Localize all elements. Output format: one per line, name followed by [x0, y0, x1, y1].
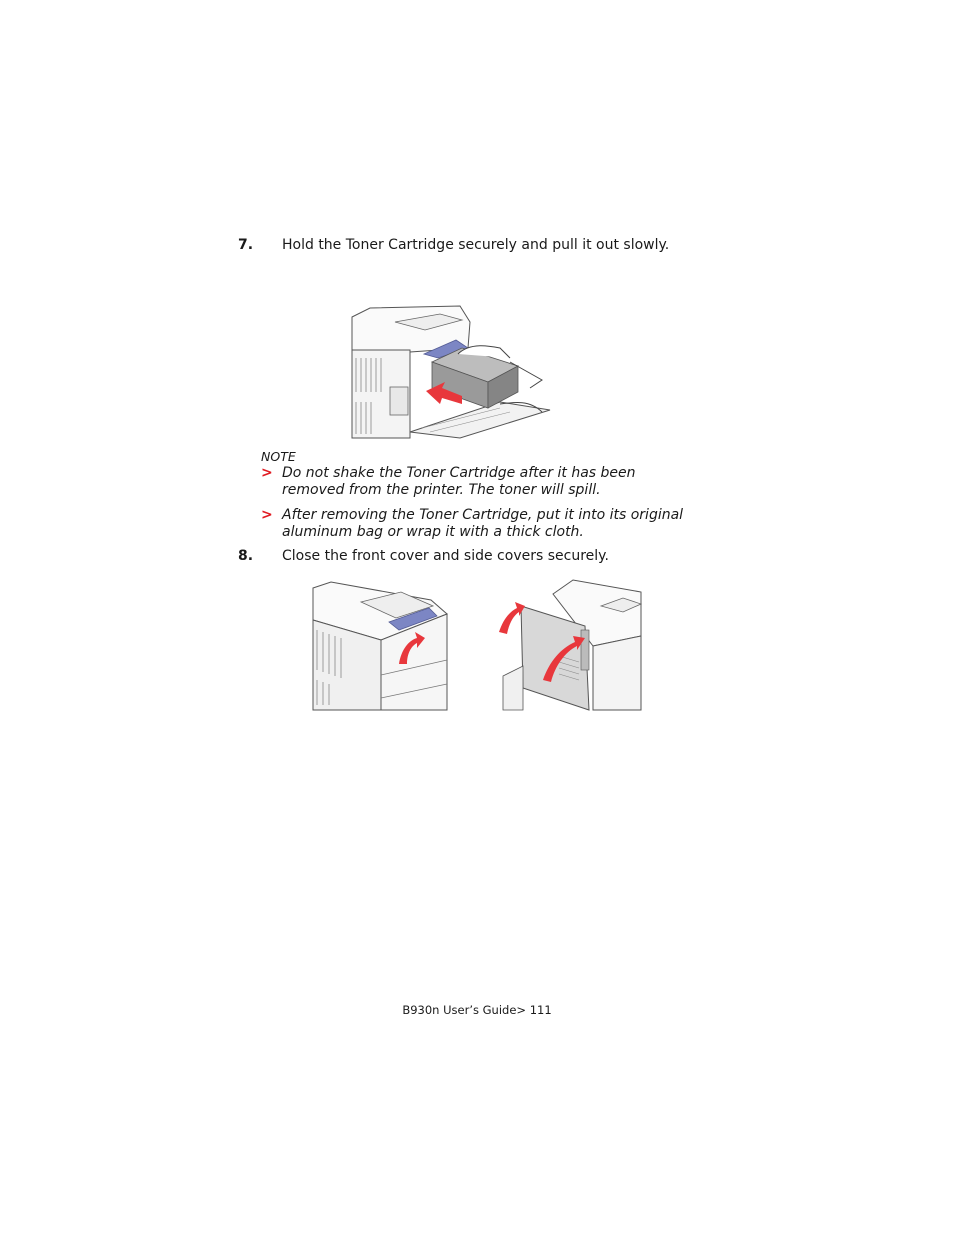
note-item-1-line2: removed from the printer. The toner will spill.	[282, 482, 601, 498]
note-bullet-1: >	[261, 465, 273, 481]
toner-cartridge-removal-illustration	[350, 262, 600, 442]
step-7-text: Hold the Toner Cartridge securely and pull it out slowly.	[282, 237, 670, 253]
close-front-cover-illustration	[311, 580, 451, 712]
note-bullet-2: >	[261, 507, 273, 523]
close-side-cover-illustration	[493, 576, 643, 712]
page-footer: B930n User’s Guide> 111	[402, 1003, 552, 1017]
note-item-2-line2: aluminum bag or wrap it with a thick cloth.	[282, 524, 584, 540]
note-item-1-line1: Do not shake the Toner Cartridge after it has been	[282, 465, 636, 481]
note-label: NOTE	[261, 449, 296, 464]
note-item-2	[282, 507, 702, 541]
step-8-number: 8.	[238, 548, 254, 564]
note-item-2-line1: After removing the Toner Cartridge, put it into its original	[282, 507, 684, 523]
note-item-1	[282, 465, 702, 499]
step-8-text: Close the front cover and side covers securely.	[282, 548, 609, 564]
step-7-number: 7.	[238, 237, 254, 253]
